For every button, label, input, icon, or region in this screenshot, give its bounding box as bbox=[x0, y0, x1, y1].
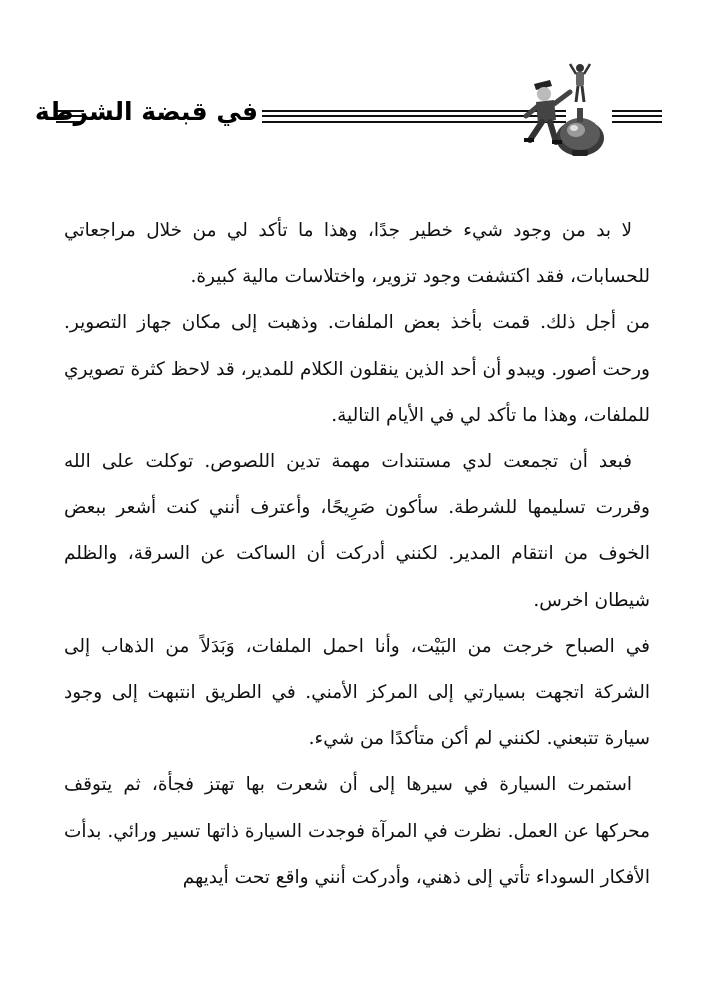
paragraph-1: لا بد من وجود شيء خطير جدًا، وهذا ما تأكد لي من خلال مراجعاتي للحسابات، فقد اكتشفت وجود تزوير، واختلاسات مالية كبيرة. bbox=[64, 220, 650, 288]
header-rule-right bbox=[612, 110, 662, 123]
paragraph-4: في الصباح خرجت من البَيْت، وأنا احمل الملفات، وَبَدَلاً من الذهاب إلى الشركة اتجهت بسيارتي إلى المركز الأمني. في الطريق انتبهت إلى وجود سيارة تتبعني. لكنني لم أكن متأكدًا من شيء. bbox=[64, 635, 650, 750]
page-header bbox=[34, 58, 662, 158]
page-body bbox=[64, 208, 650, 901]
paragraph-3: فبعد أن تجمعت لدي مستندات مهمة تدين اللصوص. توكلت على الله وقررت تسليمها للشرطة. سأكون صَرِيحًا، وأعترف أنني كنت أشعر ببعض الخوف من انتقام المدير. لكنني أدركت أن الساكت عن السرقة، والظلم شيطان اخرس. bbox=[64, 451, 650, 611]
paragraph-2: من أجل ذلك. قمت بأخذ بعض الملفات. وذهبت إلى مكان جهاز التصوير. ورحت أصور. ويبدو أن أحد الذين ينقلون الكلام للمدير، قد لاحظ كثرة تصويري للملفات، وهذا ما تأكد لي في الأيام التالية. bbox=[64, 312, 650, 426]
police-officer-on-microphone-icon bbox=[516, 58, 612, 158]
chapter-title: في قبضة الشرطة bbox=[34, 97, 258, 126]
paragraph-5: استمرت السيارة في سيرها إلى أن شعرت بها تهتز فجأة، ثم يتوقف محركها عن العمل. نظرت في المرآة فوجدت السيارة ذاتها تسير ورائي. بدأت الأفكار السوداء تأتي إلى ذهني، وأدركت أنني واقع تحت أيديهم bbox=[64, 774, 650, 888]
